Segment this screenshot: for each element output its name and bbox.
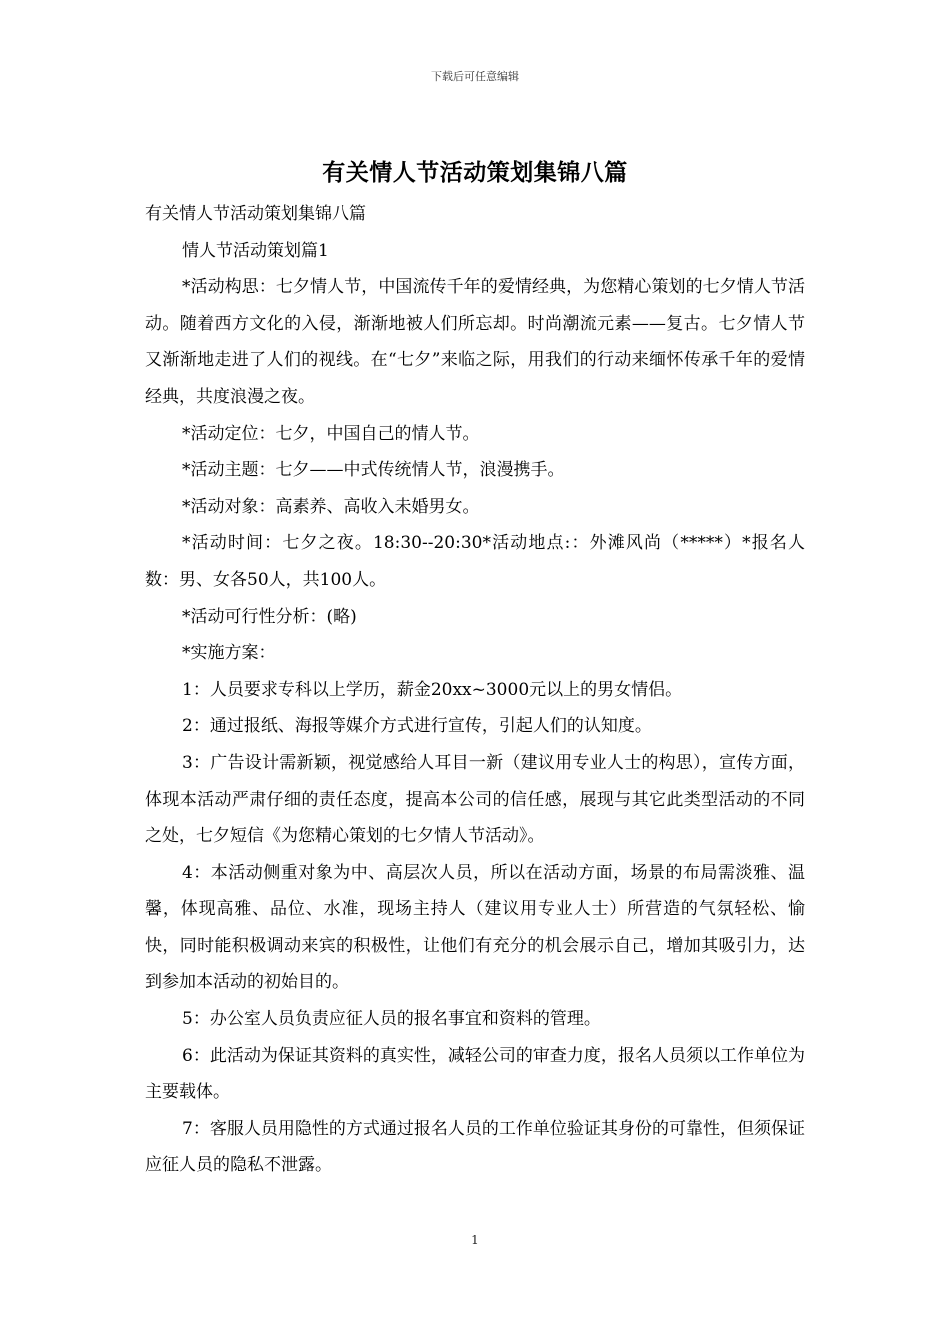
paragraph: *活动对象：高素养、高收入未婚男女。	[182, 496, 480, 517]
paragraph: *活动构思：七夕情人节，中国流传千年的爱情经典，为您精心策划的七夕情人节活动。随着西方文化的入侵，渐渐地被人们所忘却。时尚潮流元素——复古。七夕情人节又渐渐地走进了人们的视线。在“七夕”来临之际，用我们的行动来缅怀传承千年的爱情经典，共度浪漫之夜。	[145, 277, 805, 407]
paragraph: 情人节活动策划篇1	[182, 240, 329, 261]
paragraph: *活动时间：七夕之夜。18:30--20:30*活动地点:：外滩风尚（*****）*报名人数：男、女各50人，共100人。	[145, 533, 805, 590]
document-body	[145, 196, 805, 1184]
paragraph: 6：此活动为保证其资料的真实性，减轻公司的审查力度，报名人员须以工作单位为主要载体。	[145, 1045, 805, 1103]
paragraph: 1：人员要求专科以上学历，薪金20xx~3000元以上的男女情侣。	[182, 679, 683, 700]
document-title: 有关情人节活动策划集锦八篇	[322, 159, 628, 186]
paragraph: 4：本活动侧重对象为中、高层次人员，所以在活动方面，场景的布局需淡雅、温馨，体现高雅、品位、水准，现场主持人（建议用专业人士）所营造的气氛轻松、愉快，同时能积极调动来宾的积极性，让他们有充分的机会展示自己，增加其吸引力，达到参加本活动的初始目的。	[145, 862, 805, 993]
paragraph: *实施方案：	[182, 643, 276, 664]
paragraph: 2：通过报纸、海报等媒介方式进行宣传，引起人们的认知度。	[182, 716, 652, 737]
header-note: 下载后可任意编辑	[431, 70, 519, 83]
paragraph: *活动定位：七夕，中国自己的情人节。	[182, 423, 480, 444]
paragraph: 7：客服人员用隐性的方式通过报名人员的工作单位验证其身份的可靠性，但须保证应征人员的隐私不泄露。	[145, 1118, 805, 1176]
paragraph: *活动可行性分析：(略)	[182, 606, 357, 627]
paragraph: 有关情人节活动策划集锦八篇	[145, 204, 366, 224]
paragraph: 5：办公室人员负责应征人员的报名事宜和资料的管理。	[182, 1009, 601, 1030]
paragraph: *活动主题：七夕——中式传统情人节，浪漫携手。	[182, 460, 565, 481]
paragraph: 3：广告设计需新颖，视觉感给人耳目一新（建议用专业人士的构思），宣传方面，体现本活动严肃仔细的责任态度，提高本公司的信任感，展现与其它此类型活动的不同之处，七夕短信《为您精心策划的七夕情人节活动》。	[145, 752, 805, 847]
page-number: 1	[471, 1233, 479, 1247]
